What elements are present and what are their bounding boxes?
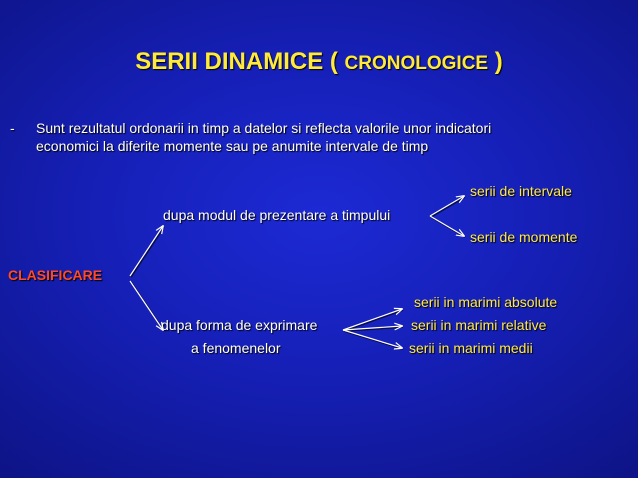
arrow-root-to-time bbox=[130, 226, 163, 276]
title-main: SERII DINAMICE ( bbox=[135, 48, 345, 75]
branch-label-form-2: a fenomenelor bbox=[191, 340, 281, 356]
title-sub: CRONOLOGICE bbox=[344, 53, 489, 74]
arrow-time-to-momente bbox=[430, 216, 464, 236]
bullet-marker: - bbox=[10, 120, 15, 136]
classification-root: CLASIFICARE bbox=[8, 267, 103, 283]
leaf-serii-de-intervale: serii de intervale bbox=[470, 183, 572, 199]
arrow-time-to-intervale bbox=[430, 196, 464, 216]
title-close: ) bbox=[488, 48, 503, 75]
arrow-form-to-medii bbox=[343, 330, 402, 348]
bullet-line-1: Sunt rezultatul ordonarii in timp a datelor si reflecta valorile unor indicatori bbox=[36, 120, 492, 136]
bullet-line-2: economici la diferite momente sau pe anumite intervale de timp bbox=[36, 138, 429, 154]
leaf-marimi-relative: serii in marimi relative bbox=[411, 317, 547, 333]
leaf-marimi-absolute: serii in marimi absolute bbox=[414, 294, 558, 310]
leaf-serii-de-momente: serii de momente bbox=[470, 229, 578, 245]
branch-label-time: dupa modul de prezentare a timpului bbox=[163, 207, 391, 223]
arrow-root-to-form bbox=[130, 281, 163, 330]
branch-label-form-1: dupa forma de exprimare bbox=[161, 317, 318, 333]
leaf-marimi-medii: serii in marimi medii bbox=[409, 340, 533, 356]
